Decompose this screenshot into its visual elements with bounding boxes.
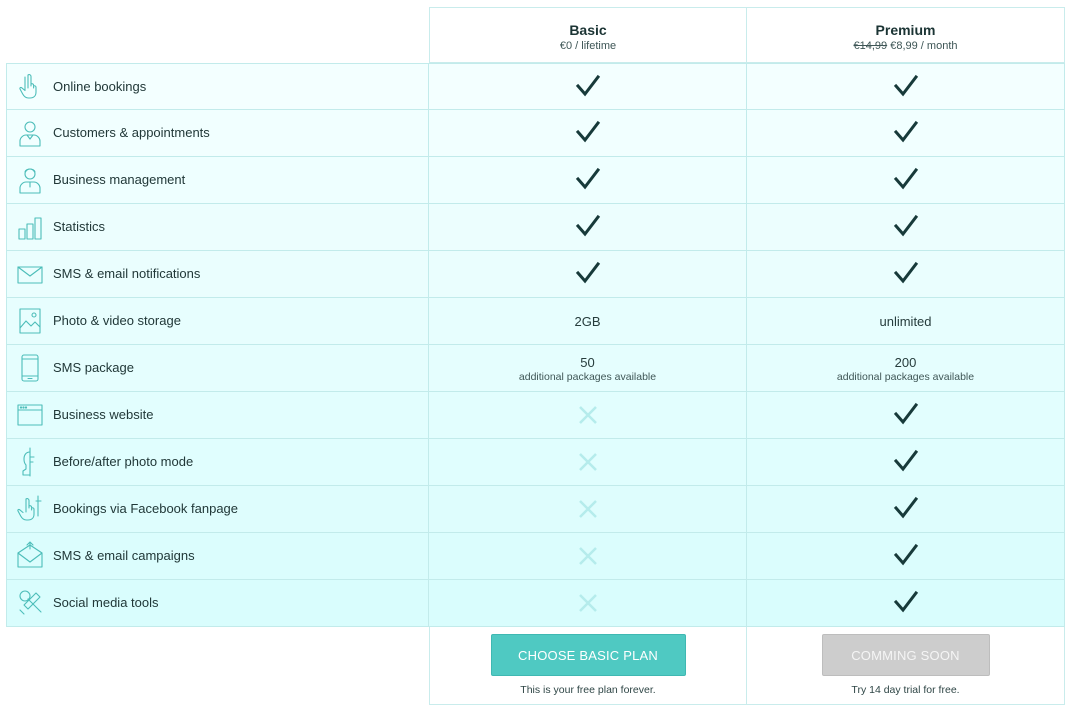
- feature-row: [6, 63, 1065, 110]
- premium-value-cell: [747, 533, 1065, 580]
- plan-footer-premium: [747, 627, 1065, 705]
- basic-value-cell: [429, 110, 747, 157]
- feature-label: Before/after photo mode: [53, 454, 194, 469]
- premium-value-cell: [747, 298, 1065, 345]
- feature-cell: [6, 439, 429, 486]
- feature-row: [6, 392, 1065, 439]
- feature-row: [6, 251, 1065, 298]
- feature-cell: [6, 392, 429, 439]
- feature-row: [6, 345, 1065, 392]
- check-icon: [747, 120, 1064, 149]
- basic-value-cell: [429, 392, 747, 439]
- basic-value-cell: [429, 486, 747, 533]
- feature-label: Online bookings: [53, 79, 147, 94]
- check-icon: [429, 167, 746, 196]
- plan-price-premium: [747, 40, 1064, 52]
- browser-icon: [17, 400, 43, 430]
- check-icon: [747, 167, 1064, 196]
- feature-row: [6, 157, 1065, 204]
- choose-basic-plan-button[interactable]: CHOOSE BASIC PLAN: [491, 634, 686, 676]
- feature-value: 200: [894, 355, 917, 370]
- feature-label: SMS & email campaigns: [53, 548, 195, 563]
- premium-value-cell: [747, 392, 1065, 439]
- feature-row: [6, 486, 1065, 533]
- check-icon: [429, 120, 746, 149]
- feature-label: Bookings via Facebook fanpage: [53, 501, 239, 516]
- feature-value-group: [747, 355, 1064, 383]
- feature-value-note: additional packages available: [836, 371, 975, 383]
- feature-cell: [6, 63, 429, 110]
- feature-rows: [6, 63, 1065, 627]
- plan-current-price-premium: €8,99 / month: [890, 40, 958, 52]
- manager-icon: [17, 165, 43, 195]
- feature-row: [6, 580, 1065, 627]
- basic-value-cell: [429, 251, 747, 298]
- cross-icon: [429, 404, 746, 431]
- feature-cell: [6, 486, 429, 533]
- basic-value-cell: [429, 580, 747, 627]
- feature-label: SMS & email notifications: [53, 266, 201, 281]
- check-icon: [747, 214, 1064, 243]
- feature-cell: [6, 580, 429, 627]
- hand-pointer-icon: [17, 72, 43, 102]
- plan-header-premium: [747, 7, 1065, 63]
- feature-cell: [6, 345, 429, 392]
- feature-label: Customers & appointments: [53, 125, 210, 140]
- premium-value-cell: [747, 580, 1065, 627]
- feature-cell: [6, 251, 429, 298]
- image-icon: [17, 306, 43, 336]
- facebook-hand-icon: [17, 494, 43, 524]
- feature-row: [6, 533, 1065, 580]
- premium-value-cell: [747, 157, 1065, 204]
- premium-value-cell: [747, 251, 1065, 298]
- premium-value-cell: [747, 63, 1065, 110]
- feature-value: 50: [580, 355, 595, 370]
- feature-value: unlimited: [879, 314, 932, 329]
- feature-cell: [6, 204, 429, 251]
- feature-label: Business management: [53, 172, 186, 187]
- feature-cell: [6, 298, 429, 345]
- feature-label: Photo & video storage: [53, 313, 181, 328]
- premium-value-cell: [747, 110, 1065, 157]
- basic-value-cell: [429, 298, 747, 345]
- check-icon: [429, 214, 746, 243]
- feature-label: Statistics: [53, 219, 106, 234]
- tools-icon: [17, 588, 43, 618]
- plan-footer-basic: [429, 627, 747, 705]
- premium-value-cell: [747, 345, 1065, 392]
- cross-icon: [429, 592, 746, 619]
- plan-header-basic: [429, 7, 747, 63]
- plan-name-basic: Basic: [569, 22, 607, 38]
- cross-icon: [429, 498, 746, 525]
- cross-icon: [429, 451, 746, 478]
- feature-value: 2GB: [574, 314, 601, 329]
- plan-name-premium: Premium: [875, 22, 936, 38]
- feature-row: [6, 439, 1065, 486]
- coming-soon-button[interactable]: COMMING SOON: [822, 634, 990, 676]
- bar-chart-icon: [17, 212, 43, 242]
- check-icon: [747, 590, 1064, 619]
- check-icon: [747, 261, 1064, 290]
- basic-value-cell: [429, 204, 747, 251]
- premium-plan-note: Try 14 day trial for free.: [851, 684, 960, 696]
- feature-label: Business website: [53, 407, 154, 422]
- premium-value-cell: [747, 439, 1065, 486]
- user-icon: [17, 118, 43, 148]
- basic-value-cell: [429, 439, 747, 486]
- basic-value-cell: [429, 63, 747, 110]
- feature-row: [6, 110, 1065, 157]
- premium-value-cell: [747, 204, 1065, 251]
- plan-old-price-premium: €14,99: [853, 40, 888, 52]
- check-icon: [747, 402, 1064, 431]
- check-icon: [747, 74, 1064, 103]
- feature-value-group: [429, 355, 746, 383]
- check-icon: [747, 543, 1064, 572]
- feature-row: [6, 298, 1065, 345]
- feature-row: [6, 204, 1065, 251]
- feature-cell: [6, 110, 429, 157]
- check-icon: [747, 496, 1064, 525]
- cross-icon: [429, 545, 746, 572]
- plan-price-basic: €0 / lifetime: [559, 40, 617, 52]
- feature-label: Social media tools: [53, 595, 159, 610]
- open-envelope-icon: [17, 541, 43, 571]
- check-icon: [429, 74, 746, 103]
- check-icon: [747, 449, 1064, 478]
- feature-cell: [6, 157, 429, 204]
- check-icon: [429, 261, 746, 290]
- basic-value-cell: [429, 157, 747, 204]
- premium-value-cell: [747, 486, 1065, 533]
- basic-plan-note: This is your free plan forever.: [520, 684, 656, 696]
- basic-value-cell: [429, 345, 747, 392]
- feature-cell: [6, 533, 429, 580]
- split-face-icon: [17, 447, 43, 477]
- phone-icon: [17, 353, 43, 383]
- envelope-icon: [17, 259, 43, 289]
- feature-value-note: additional packages available: [518, 371, 657, 383]
- basic-value-cell: [429, 533, 747, 580]
- feature-label: SMS package: [53, 360, 134, 375]
